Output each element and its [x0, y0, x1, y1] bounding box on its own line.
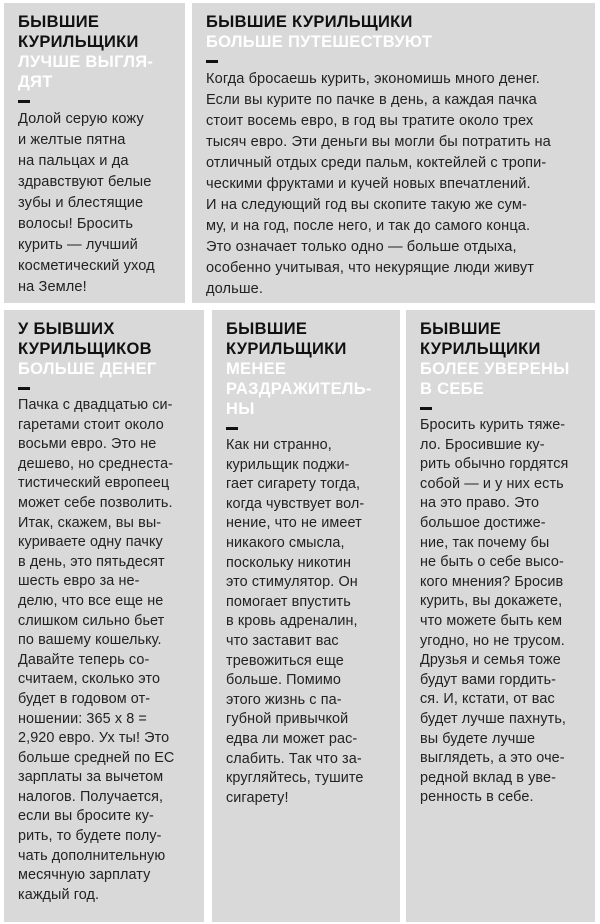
body-line: в день, это пятьдесят	[18, 553, 165, 570]
body-line: что заставит вас	[226, 632, 339, 649]
section-body	[206, 69, 581, 300]
body-line: губной привычкой	[226, 711, 349, 728]
body-line: гаретами стоит около	[18, 416, 164, 433]
body-line: чать дополнительную	[18, 847, 166, 864]
body-line: курить — лучший	[18, 237, 138, 253]
body-line: помогает впустить	[226, 593, 351, 610]
body-line: зубы и блестящие	[18, 195, 144, 211]
body-line: налогов. Получается,	[18, 788, 164, 805]
body-line: на это право. Это	[420, 495, 540, 512]
subtitle-line: БОЛЬШЕ ДЕНЕГ	[18, 360, 157, 378]
body-line: и желтые пятна	[18, 132, 126, 148]
body-line: месячную зарплату	[18, 867, 151, 884]
subtitle-line: В СЕБЕ	[420, 380, 485, 398]
subtitle-line: БОЛЕЕ УВЕРЕНЫ	[420, 360, 570, 378]
body-line: 2,920 евро. Ух ты! Это	[18, 730, 170, 747]
section-subtitle	[420, 359, 581, 399]
body-line: кругляйтесь, тушите	[226, 770, 364, 787]
body-line: Это означает только одно — больше отдыха,	[206, 239, 517, 255]
section-title	[420, 319, 581, 359]
body-line: курильщик поджи-	[226, 456, 350, 473]
body-line: делю, что все еще не	[18, 592, 164, 609]
section-body	[18, 109, 171, 298]
body-line: выглядеть, а это оче-	[420, 750, 565, 767]
body-line: ческими фруктами и кучей новых впечатлений.	[206, 176, 531, 192]
body-line: стоит восемь евро, в год вы тратите около трех	[206, 113, 534, 129]
dash-divider	[226, 427, 238, 430]
section-title	[206, 12, 581, 32]
body-line: сигарету!	[226, 789, 289, 806]
body-line: будут вами гордить-	[420, 671, 557, 688]
body-line: зарплаты за вычетом	[18, 769, 164, 786]
title-line: КУРИЛЬЩИКИ	[420, 340, 541, 358]
body-line: это стимулятор. Он	[226, 574, 358, 591]
body-line: гает сигарету тогда,	[226, 476, 361, 493]
body-line: едва ли может рас-	[226, 730, 358, 747]
body-line: ло. Бросившие ку-	[420, 436, 545, 453]
body-line: собой — и у них есть	[420, 475, 564, 492]
section-title	[18, 12, 171, 52]
body-line: будет в годовом от-	[18, 690, 151, 707]
body-line: будет лучше пахнуть,	[420, 710, 567, 727]
section-better-looks	[4, 3, 185, 303]
subtitle-line: БОЛЬШЕ ПУТЕШЕСТВУЮТ	[206, 33, 433, 51]
body-line: волосы! Бросить	[18, 216, 134, 232]
section-title	[226, 319, 386, 359]
body-line: считаем, сколько это	[18, 671, 161, 688]
body-line: ся. И, кстати, от вас	[420, 691, 555, 708]
body-line: этого жизнь с па-	[226, 691, 342, 708]
subtitle-line: ДЯТ	[18, 73, 53, 91]
section-subtitle	[18, 359, 190, 379]
body-line: шесть евро за не-	[18, 573, 140, 590]
body-line: Долой серую кожу	[18, 111, 144, 127]
dash-divider	[206, 60, 218, 63]
body-line: тысяч евро. Эти деньги вы могли бы потратить на	[206, 134, 551, 150]
body-line: ренность в себе.	[420, 789, 534, 806]
body-line: кого мнения? Бросив	[420, 573, 564, 590]
body-line: не быть о себе высо-	[420, 554, 564, 571]
section-body	[420, 416, 581, 808]
title-line: БЫВШИЕ КУРИЛЬЩИКИ	[206, 13, 413, 31]
body-line: на Земле!	[18, 279, 87, 295]
body-line: когда чувствует вол-	[226, 495, 365, 512]
body-line: что можете быть кем	[420, 612, 563, 629]
dash-divider	[420, 407, 432, 410]
body-line: здравствуют белые	[18, 174, 152, 190]
body-line: Друзья и семья тоже	[420, 652, 561, 669]
body-line: ние, так почему бы	[420, 534, 550, 551]
body-line: Давайте теперь со-	[18, 651, 150, 668]
body-line: редной вклад в уве-	[420, 769, 556, 786]
body-line: поскольку никотин	[226, 554, 352, 571]
body-line: восьми евро. Это не	[18, 436, 157, 453]
section-subtitle	[226, 359, 386, 419]
body-line: слабить. Так что за-	[226, 750, 362, 767]
dash-divider	[18, 100, 30, 103]
body-line: му, и на год, после него, и так до самого конца.	[206, 218, 531, 234]
body-line: никакого смысла,	[226, 534, 345, 551]
title-line: БЫВШИЕ	[18, 13, 100, 31]
title-line: КУРИЛЬЩИКОВ	[18, 340, 152, 358]
body-line: Когда бросаешь курить, экономишь много денег.	[206, 71, 540, 87]
body-line: рить обычно гордятся	[420, 456, 569, 473]
body-line: в кровь адреналин,	[226, 613, 358, 630]
body-line: дешево, но среднеста-	[18, 455, 174, 472]
body-line: по вашему кошельку.	[18, 632, 162, 649]
body-line: курить, вы докажете,	[420, 593, 563, 610]
body-line: Итак, скажем, вы вы-	[18, 514, 162, 531]
body-line: тистический европеец	[18, 475, 170, 492]
body-line: может себе позволить.	[18, 494, 173, 511]
section-body	[18, 396, 190, 905]
body-line: каждый год.	[18, 886, 100, 903]
body-line: слишком сильно бьет	[18, 612, 165, 629]
body-line: рить, то будете полу-	[18, 828, 162, 845]
body-line: вы будете лучше	[420, 730, 536, 747]
body-line: больше средней по ЕС	[18, 749, 175, 766]
subtitle-line: ЛУЧШЕ ВЫГЛЯ-	[18, 53, 154, 71]
section-title	[18, 319, 190, 359]
body-line: особенно учитывая, что некурящие люди живут	[206, 260, 535, 276]
title-line: БЫВШИЕ	[420, 320, 502, 338]
body-line: на пальцах и да	[18, 153, 129, 169]
body-line: дольше.	[206, 281, 264, 297]
body-line: Если вы курите по пачке в день, а каждая пачка	[206, 92, 537, 108]
title-line: БЫВШИЕ	[226, 320, 308, 338]
section-more-travel	[192, 3, 595, 303]
subtitle-line: РАЗДРАЖИТЕЛЬ-	[226, 380, 372, 398]
body-line: косметический уход	[18, 258, 155, 274]
dash-divider	[18, 387, 30, 390]
subtitle-line: НЫ	[226, 400, 255, 418]
section-more-confident	[406, 310, 595, 922]
title-line: КУРИЛЬЩИКИ	[226, 340, 347, 358]
body-line: большое достиже-	[420, 514, 546, 531]
body-line: Бросить курить тяже-	[420, 417, 566, 433]
title-line: У БЫВШИХ	[18, 320, 115, 338]
body-line: угодно, но не трусом.	[420, 632, 565, 649]
section-subtitle	[206, 32, 581, 52]
body-line: тревожиться еще	[226, 652, 344, 669]
section-less-irritable	[212, 310, 400, 922]
subtitle-line: МЕНЕЕ	[226, 360, 287, 378]
body-line: Как ни странно,	[226, 437, 332, 453]
title-line: КУРИЛЬЩИКИ	[18, 33, 139, 51]
body-line: если вы бросите ку-	[18, 808, 154, 825]
body-line: ношении: 365 х 8 =	[18, 710, 147, 727]
body-line: И на следующий год вы скопите такую же сум-	[206, 197, 527, 213]
body-line: куриваете одну пачку	[18, 534, 163, 551]
body-line: больше. Помимо	[226, 672, 341, 689]
body-line: Пачка с двадцатью си-	[18, 397, 173, 413]
body-line: нение, что не имеет	[226, 515, 362, 532]
body-line: отличный отдых среди пальм, коктейлей с тропи-	[206, 155, 547, 171]
section-more-money	[4, 310, 204, 922]
section-body	[226, 436, 386, 808]
section-subtitle	[18, 52, 171, 92]
